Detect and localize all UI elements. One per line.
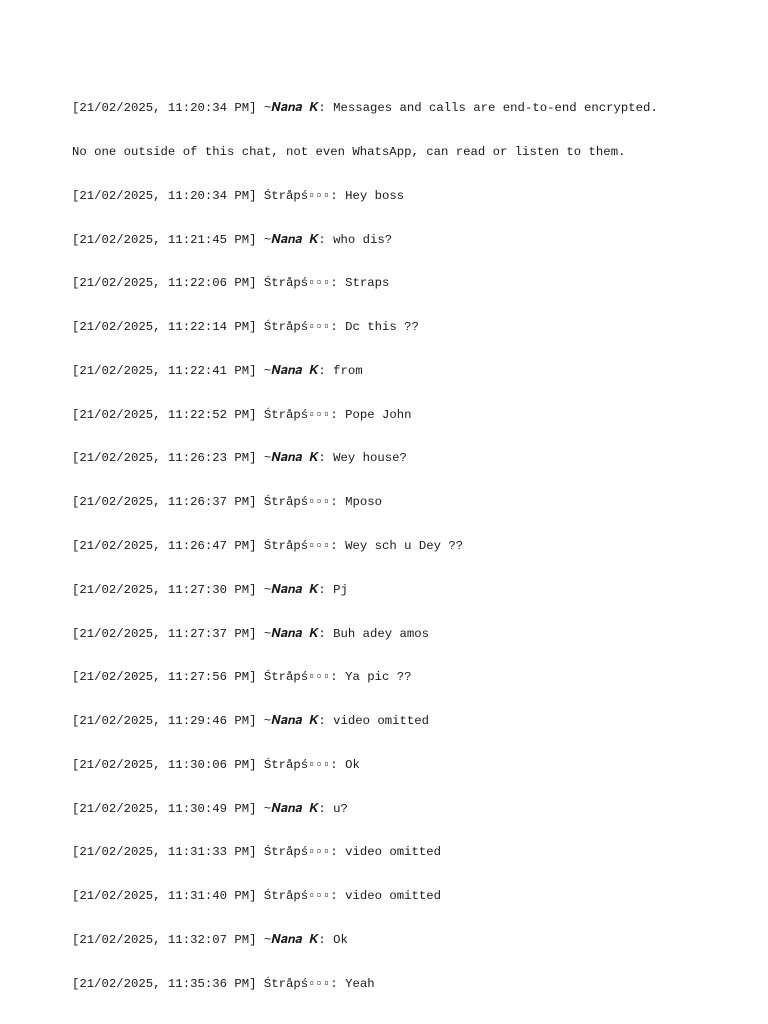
sender-name: Śtråpś▫▫▫ — [263, 188, 331, 203]
sender-name: ~𝑵𝒂𝒏𝒂 𝑲 — [263, 363, 319, 378]
message-text: Messages and calls are end-to-end encrypted. — [333, 101, 658, 116]
timestamp: [21/02/2025, 11:27:56 PM] — [72, 670, 257, 685]
transcript-line: [21/02/2025, 11:30:06 PM] Śtråpś▫▫▫: Ok — [72, 757, 360, 772]
transcript-line: [21/02/2025, 11:27:37 PM] ~𝑵𝒂𝒏𝒂 𝑲: Buh adey amos — [72, 626, 430, 641]
transcript-line: [21/02/2025, 11:26:37 PM] Śtråpś▫▫▫: Mposo — [72, 495, 382, 510]
sender-name: ~𝑵𝒂𝒏𝒂 𝑲 — [263, 582, 319, 597]
timestamp: [21/02/2025, 11:27:30 PM] — [72, 582, 257, 597]
message-text: Pope John — [345, 407, 412, 422]
timestamp: [21/02/2025, 11:27:37 PM] — [72, 626, 257, 641]
message-text: Ok — [345, 757, 360, 772]
chat-transcript — [72, 72, 728, 1006]
sender-name: ~𝑵𝒂𝒏𝒂 𝑲 — [263, 451, 319, 466]
timestamp: [21/02/2025, 11:31:33 PM] — [72, 845, 257, 860]
transcript-line: [21/02/2025, 11:32:07 PM] ~𝑵𝒂𝒏𝒂 𝑲: Ok — [72, 933, 348, 948]
transcript-line: [21/02/2025, 11:29:46 PM] ~𝑵𝒂𝒏𝒂 𝑲: video omitted — [72, 714, 430, 729]
transcript-line: [21/02/2025, 11:31:40 PM] Śtråpś▫▫▫: video omitted — [72, 889, 441, 904]
sender-name: ~𝑵𝒂𝒏𝒂 𝑲 — [263, 933, 319, 948]
message-text: Straps — [345, 276, 390, 291]
sender-name: Śtråpś▫▫▫ — [263, 845, 331, 860]
transcript-line: [21/02/2025, 11:35:36 PM] Śtråpś▫▫▫: Yeah — [72, 976, 375, 991]
transcript-line: [21/02/2025, 11:27:30 PM] ~𝑵𝒂𝒏𝒂 𝑲: Pj — [72, 582, 348, 597]
message-text: from — [333, 363, 363, 378]
timestamp: [21/02/2025, 11:21:45 PM] — [72, 232, 257, 247]
message-text: Yeah — [345, 976, 375, 991]
message-text: Buh adey amos — [333, 626, 430, 641]
timestamp: [21/02/2025, 11:29:46 PM] — [72, 714, 257, 729]
timestamp: [21/02/2025, 11:35:36 PM] — [72, 976, 257, 991]
transcript-line: [21/02/2025, 11:31:33 PM] Śtråpś▫▫▫: video omitted — [72, 845, 441, 860]
transcript-line: [21/02/2025, 11:27:56 PM] Śtråpś▫▫▫: Ya pic ?? — [72, 670, 412, 685]
timestamp: [21/02/2025, 11:20:34 PM] — [72, 101, 257, 116]
sender-name: Śtråpś▫▫▫ — [263, 976, 331, 991]
timestamp: [21/02/2025, 11:26:47 PM] — [72, 539, 257, 553]
message-text: Ya pic ?? — [345, 670, 412, 685]
message-text: who dis? — [333, 232, 393, 247]
transcript-line: [21/02/2025, 11:20:34 PM] ~𝑵𝒂𝒏𝒂 𝑲: Messages and calls are end-to-end encrypted. — [72, 101, 658, 116]
transcript-line: [21/02/2025, 11:22:14 PM] Śtråpś▫▫▫: Dc this ?? — [72, 320, 419, 335]
message-text: video omitted — [345, 889, 441, 904]
timestamp: [21/02/2025, 11:32:07 PM] — [72, 933, 257, 948]
sender-name: Śtråpś▫▫▫ — [263, 889, 331, 904]
message-text: Hey boss — [345, 188, 405, 203]
timestamp: [21/02/2025, 11:20:34 PM] — [72, 188, 257, 203]
timestamp: [21/02/2025, 11:22:52 PM] — [72, 407, 257, 422]
transcript-line: [21/02/2025, 11:26:47 PM] Śtråpś▫▫▫: Wey sch u Dey ?? — [72, 539, 464, 553]
transcript-line: [21/02/2025, 11:30:49 PM] ~𝑵𝒂𝒏𝒂 𝑲: u? — [72, 801, 348, 816]
transcript-line: [21/02/2025, 11:22:06 PM] Śtråpś▫▫▫: Straps — [72, 276, 390, 291]
message-text: Wey house? — [333, 451, 407, 466]
timestamp: [21/02/2025, 11:26:23 PM] — [72, 451, 257, 466]
sender-name: ~𝑵𝒂𝒏𝒂 𝑲 — [263, 714, 319, 729]
timestamp: [21/02/2025, 11:26:37 PM] — [72, 495, 257, 510]
sender-name: Śtråpś▫▫▫ — [263, 276, 331, 291]
message-text: No one outside of this chat, not even WhatsApp, can read or listen to them. — [72, 144, 626, 159]
transcript-line: [21/02/2025, 11:22:52 PM] Śtråpś▫▫▫: Pope John — [72, 407, 412, 422]
timestamp: [21/02/2025, 11:31:40 PM] — [72, 889, 257, 904]
transcript-continuation-line — [72, 145, 728, 160]
message-text: Wey sch u Dey ?? — [345, 539, 464, 553]
timestamp: [21/02/2025, 11:22:41 PM] — [72, 363, 257, 378]
message-text: Pj — [333, 582, 348, 597]
message-text: Ok — [333, 933, 348, 948]
message-text: Dc this ?? — [345, 320, 419, 335]
transcript-line: [21/02/2025, 11:20:34 PM] Śtråpś▫▫▫: Hey boss — [72, 188, 405, 203]
timestamp: [21/02/2025, 11:22:06 PM] — [72, 276, 257, 291]
message-text: video omitted — [333, 714, 430, 729]
transcript-line: [21/02/2025, 11:21:45 PM] ~𝑵𝒂𝒏𝒂 𝑲: who dis? — [72, 232, 393, 247]
sender-name: Śtråpś▫▫▫ — [263, 407, 331, 422]
message-text: u? — [333, 801, 348, 816]
transcript-line: [21/02/2025, 11:26:23 PM] ~𝑵𝒂𝒏𝒂 𝑲: Wey house? — [72, 451, 407, 466]
message-text: video omitted — [345, 845, 441, 860]
sender-name: Śtråpś▫▫▫ — [263, 320, 331, 335]
sender-name: ~𝑵𝒂𝒏𝒂 𝑲 — [263, 232, 319, 247]
transcript-line: [21/02/2025, 11:22:41 PM] ~𝑵𝒂𝒏𝒂 𝑲: from — [72, 363, 363, 378]
sender-name: Śtråpś▫▫▫ — [263, 539, 331, 553]
sender-name: ~𝑵𝒂𝒏𝒂 𝑲 — [263, 626, 319, 641]
sender-name: Śtråpś▫▫▫ — [263, 670, 331, 685]
sender-name: Śtråpś▫▫▫ — [263, 757, 331, 772]
sender-name: ~𝑵𝒂𝒏𝒂 𝑲 — [263, 101, 319, 116]
message-text: Mposo — [345, 495, 382, 510]
timestamp: [21/02/2025, 11:22:14 PM] — [72, 320, 257, 335]
timestamp: [21/02/2025, 11:30:49 PM] — [72, 801, 257, 816]
sender-name: Śtråpś▫▫▫ — [263, 495, 331, 510]
sender-name: ~𝑵𝒂𝒏𝒂 𝑲 — [263, 801, 319, 816]
timestamp: [21/02/2025, 11:30:06 PM] — [72, 757, 257, 772]
